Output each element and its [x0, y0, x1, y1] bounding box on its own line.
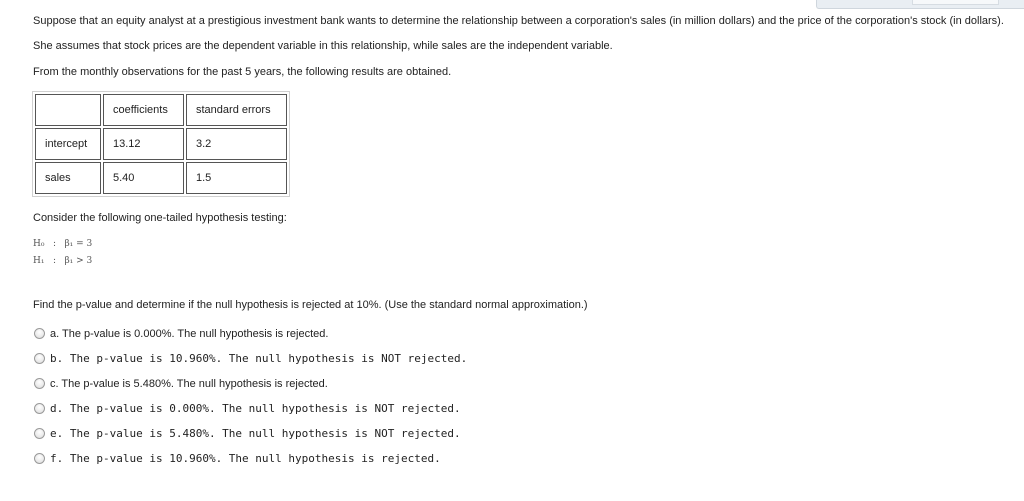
- table-cell: sales: [35, 162, 101, 194]
- observations-text: From the monthly observations for the past 5 years, the following results are obtained.: [33, 66, 452, 78]
- assumption-text: She assumes that stock prices are the dependent variable in this relationship, while sales are the independent variable.: [33, 40, 613, 52]
- h1-label: H₁: [33, 256, 45, 266]
- option-a[interactable]: [33, 321, 1008, 346]
- option-b[interactable]: [33, 346, 1008, 371]
- option-d[interactable]: [33, 396, 1008, 421]
- table-header-row: [35, 94, 287, 126]
- intro-text: Suppose that an equity analyst at a prestigious investment bank wants to determine the relationship between a corporation's sales (in million dollars) and the price of the corporation's stock (in dollars).: [33, 15, 1004, 27]
- hypotheses: [33, 236, 1008, 270]
- option-c[interactable]: [33, 371, 1008, 396]
- h0-expression: β₁ = 3: [64, 239, 93, 249]
- table-cell: intercept: [35, 128, 101, 160]
- table-cell: 5.40: [103, 162, 184, 194]
- coefficients-table: [32, 91, 290, 197]
- top-right-tab: [816, 0, 1024, 9]
- table-header-cell: standard errors: [186, 94, 287, 126]
- radio-button-b[interactable]: [34, 353, 45, 364]
- option-a-label[interactable]: a. The p-value is 0.000%. The null hypothesis is rejected.: [50, 327, 329, 340]
- table-cell: 1.5: [186, 162, 287, 194]
- radio-button-e[interactable]: [34, 428, 45, 439]
- table-row: [35, 128, 287, 160]
- radio-button-a[interactable]: [34, 328, 45, 339]
- consider-text: Consider the following one-tailed hypothesis testing:: [33, 212, 287, 224]
- h0-separator: :: [52, 239, 56, 249]
- option-b-label[interactable]: b. The p-value is 10.960%. The null hypothesis is NOT rejected.: [50, 351, 468, 365]
- table-cell: 3.2: [186, 128, 287, 160]
- table-header-cell: coefficients: [103, 94, 184, 126]
- h1-separator: :: [52, 256, 56, 266]
- prompt-text: Find the p-value and determine if the null hypothesis is rejected at 10%. (Use the standard normal approximation.): [33, 299, 588, 311]
- table-cell: 13.12: [103, 128, 184, 160]
- h1-expression: β₁ > 3: [64, 256, 93, 266]
- question-content: [33, 14, 1008, 471]
- radio-button-c[interactable]: [34, 378, 45, 389]
- table-row: [35, 162, 287, 194]
- option-f-label[interactable]: f. The p-value is 10.960%. The null hypothesis is rejected.: [50, 451, 441, 465]
- top-right-tab-inner: [912, 0, 999, 5]
- alternative-hypothesis: [33, 253, 1008, 270]
- h0-label: H₀: [33, 239, 45, 249]
- option-d-label[interactable]: d. The p-value is 0.000%. The null hypothesis is NOT rejected.: [50, 401, 461, 415]
- option-c-label[interactable]: c. The p-value is 5.480%. The null hypothesis is rejected.: [50, 377, 328, 390]
- null-hypothesis: [33, 236, 1008, 253]
- answer-options: [33, 321, 1008, 471]
- option-e[interactable]: [33, 421, 1008, 446]
- table-header-cell: [35, 94, 101, 126]
- radio-button-f[interactable]: [34, 453, 45, 464]
- option-f[interactable]: [33, 446, 1008, 471]
- radio-button-d[interactable]: [34, 403, 45, 414]
- option-e-label[interactable]: e. The p-value is 5.480%. The null hypothesis is NOT rejected.: [50, 426, 461, 440]
